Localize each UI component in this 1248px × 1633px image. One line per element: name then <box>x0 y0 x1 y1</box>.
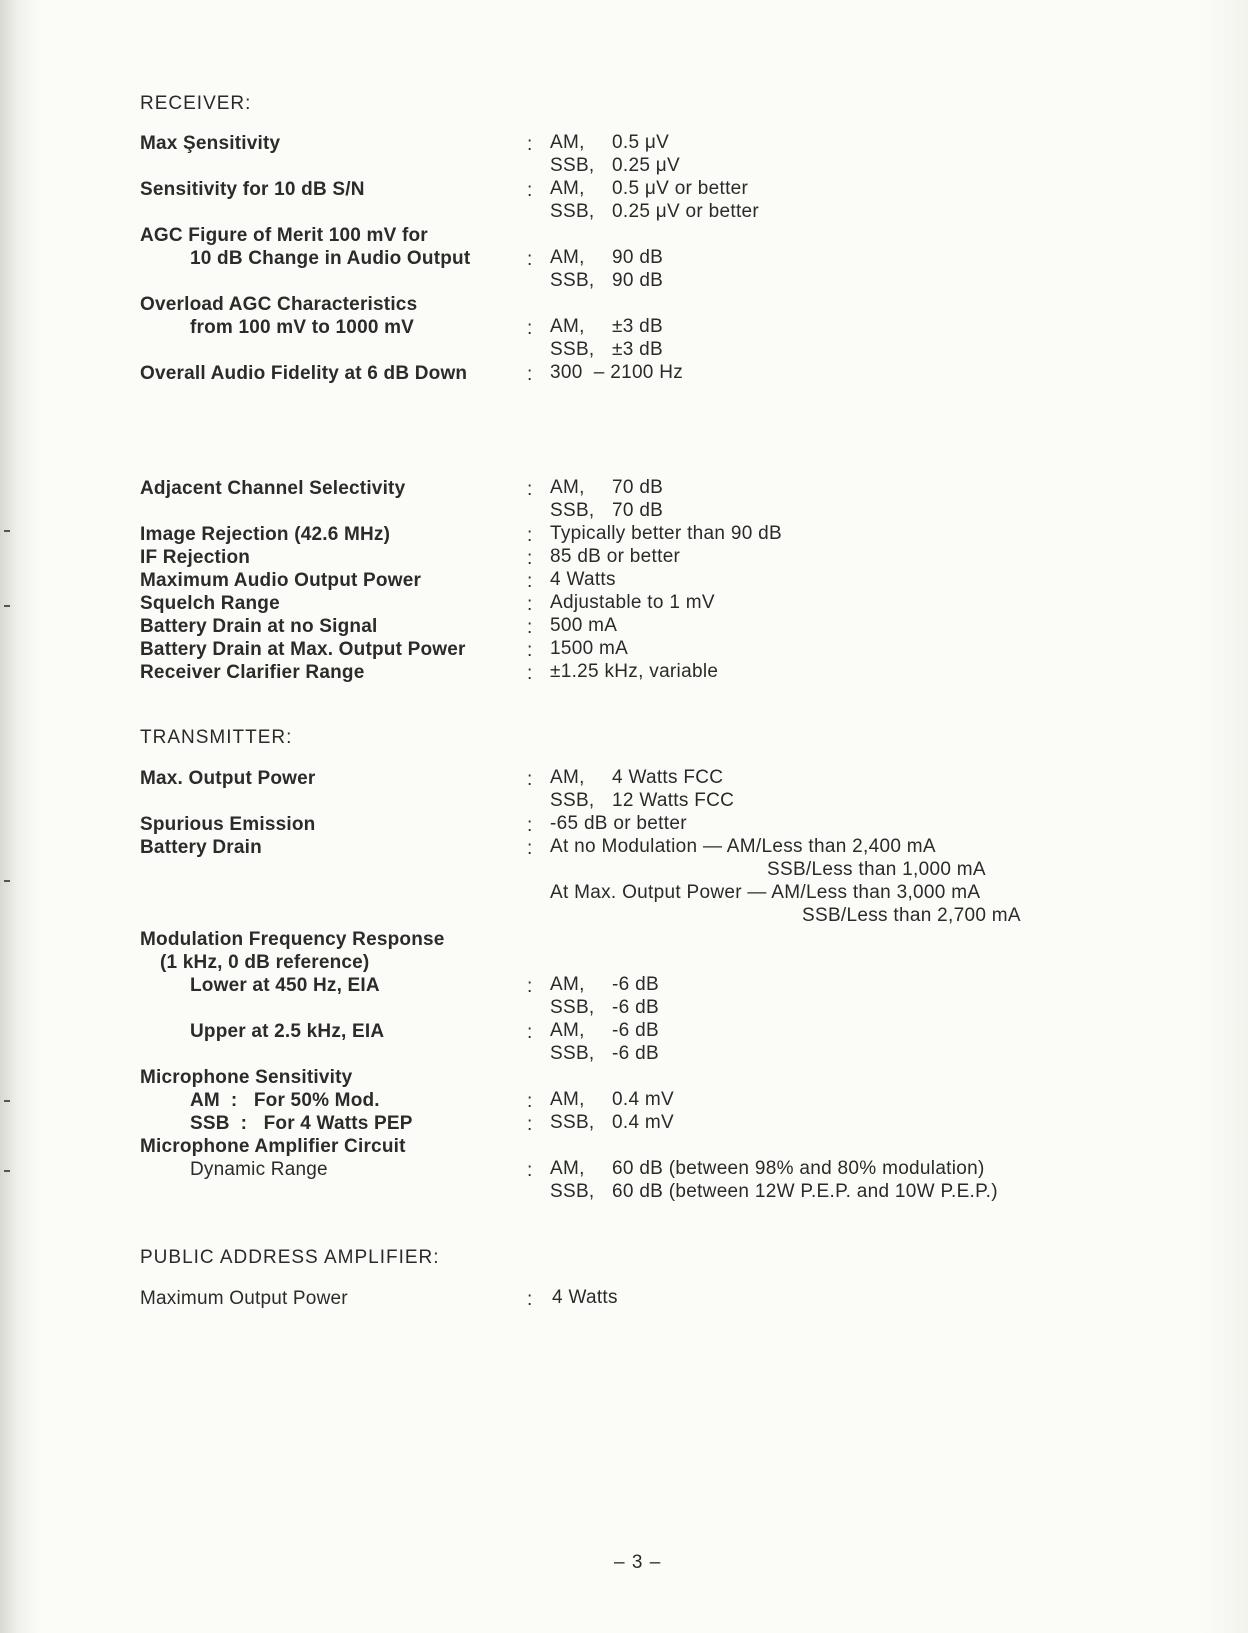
spec-colon: : <box>527 548 533 569</box>
receiver-heading: RECEIVER: <box>140 93 252 114</box>
spec-label: Modulation Frequency Response <box>140 929 445 950</box>
spec-label: IF Rejection <box>140 547 251 568</box>
spec-value: AM, 90 dB <box>550 247 664 268</box>
spec-label: Lower at 450 Hz, EIA <box>190 975 380 996</box>
spec-value: SSB, ±3 dB <box>550 339 664 360</box>
spec-label: Image Rejection (42.6 MHz) <box>140 524 391 545</box>
spec-colon: : <box>527 318 533 339</box>
spec-value: SSB, 90 dB <box>550 270 664 291</box>
spec-label: Microphone Sensitivity <box>140 1067 353 1088</box>
spec-value: 85 dB or better <box>550 546 681 567</box>
spec-label: Overall Audio Fidelity at 6 dB Down <box>140 363 468 384</box>
spec-colon: : <box>527 1022 533 1043</box>
spec-colon: : <box>527 180 533 201</box>
spec-label: Overload AGC Characteristics <box>140 294 418 315</box>
edge-mark <box>4 880 10 882</box>
spec-value: ±1.25 kHz, variable <box>550 661 719 682</box>
spec-label: Microphone Amplifier Circuit <box>140 1136 406 1157</box>
spec-value: AM, 70 dB <box>550 477 664 498</box>
spec-label: 10 dB Change in Audio Output <box>190 248 471 269</box>
spec-colon: : <box>527 1160 533 1181</box>
spec-label: Max. Output Power <box>140 768 316 789</box>
spec-value: SSB, 70 dB <box>550 500 664 521</box>
spec-label: Adjacent Channel Selectivity <box>140 478 406 499</box>
spec-label: Spurious Emission <box>140 814 316 835</box>
spec-label: SSB : For 4 Watts PEP <box>190 1113 413 1134</box>
spec-colon: : <box>527 571 533 592</box>
spec-colon: : <box>527 1091 533 1112</box>
spec-value: 4 Watts <box>550 569 616 590</box>
spec-label: Max Şensitivity <box>140 133 281 154</box>
spec-label: (1 kHz, 0 dB reference) <box>160 952 370 973</box>
spec-value: SSB, 0.25 μV <box>550 155 680 176</box>
spec-value: SSB, 12 Watts FCC <box>550 790 735 811</box>
spec-label: from 100 mV to 1000 mV <box>190 317 415 338</box>
spec-value: SSB, 0.4 mV <box>550 1112 674 1133</box>
spec-label: Sensitivity for 10 dB S/N <box>140 179 365 200</box>
spec-value: AM, -6 dB <box>550 1020 659 1041</box>
spec-value: AM, -6 dB <box>550 974 659 995</box>
spec-label: Dynamic Range <box>190 1159 328 1180</box>
spec-colon: : <box>527 525 533 546</box>
spec-value: SSB/Less than 2,700 mA <box>802 905 1021 926</box>
edge-mark <box>4 605 10 607</box>
spec-value: 4 Watts <box>552 1287 618 1308</box>
spec-colon: : <box>527 663 533 684</box>
spec-colon: : <box>527 838 533 859</box>
edge-mark <box>4 1100 10 1102</box>
spec-value: AM, 4 Watts FCC <box>550 767 724 788</box>
spec-colon: : <box>527 1114 533 1135</box>
transmitter-heading: TRANSMITTER: <box>140 727 293 748</box>
spec-colon: : <box>527 134 533 155</box>
spec-label: Receiver Clarifier Range <box>140 662 365 683</box>
spec-value: AM, 60 dB (between 98% and 80% modulation) <box>550 1158 985 1179</box>
spec-colon: : <box>527 815 533 836</box>
spec-label: Maximum Output Power <box>140 1288 348 1309</box>
spec-colon: : <box>527 479 533 500</box>
spec-label: Upper at 2.5 kHz, EIA <box>190 1021 385 1042</box>
public-address-heading: PUBLIC ADDRESS AMPLIFIER: <box>140 1247 440 1268</box>
spec-value: -65 dB or better <box>550 813 687 834</box>
spec-colon: : <box>527 249 533 270</box>
spec-colon: : <box>527 640 533 661</box>
spec-value: At Max. Output Power — AM/Less than 3,000 mA <box>550 882 981 903</box>
spec-colon: : <box>527 364 533 385</box>
spec-value: At no Modulation — AM/Less than 2,400 mA <box>550 836 936 857</box>
spec-value: SSB, -6 dB <box>550 997 659 1018</box>
spec-value: SSB, 0.25 μV or better <box>550 201 760 222</box>
spec-value: SSB/Less than 1,000 mA <box>767 859 986 880</box>
spec-label: Battery Drain at Max. Output Power <box>140 639 466 660</box>
spec-colon: : <box>527 976 533 997</box>
spec-label: Battery Drain at no Signal <box>140 616 378 637</box>
spec-value: 1500 mA <box>550 638 629 659</box>
edge-mark <box>4 1170 10 1172</box>
spec-label: Maximum Audio Output Power <box>140 570 422 591</box>
spec-value: AM, 0.4 mV <box>550 1089 674 1110</box>
spec-colon: : <box>527 769 533 790</box>
spec-colon: : <box>527 594 533 615</box>
spec-label: Battery Drain <box>140 837 262 858</box>
spec-value: Adjustable to 1 mV <box>550 592 715 613</box>
spec-label: AM : For 50% Mod. <box>190 1090 380 1111</box>
spec-value: 300 – 2100 Hz <box>550 362 684 383</box>
spec-colon: : <box>527 617 533 638</box>
spec-value: AM, 0.5 μV or better <box>550 178 749 199</box>
spec-value: SSB, 60 dB (between 12W P.E.P. and 10W P.E.P.) <box>550 1181 998 1202</box>
spec-colon: : <box>527 1289 533 1310</box>
spec-label: AGC Figure of Merit 100 mV for <box>140 225 428 246</box>
page-number: – 3 – <box>614 1552 662 1573</box>
spec-value: AM, ±3 dB <box>550 316 664 337</box>
spec-value: AM, 0.5 μV <box>550 132 670 153</box>
spec-label: Squelch Range <box>140 593 280 614</box>
edge-mark <box>4 530 10 532</box>
spec-value: Typically better than 90 dB <box>550 523 783 544</box>
spec-value: SSB, -6 dB <box>550 1043 659 1064</box>
spec-value: 500 mA <box>550 615 618 636</box>
